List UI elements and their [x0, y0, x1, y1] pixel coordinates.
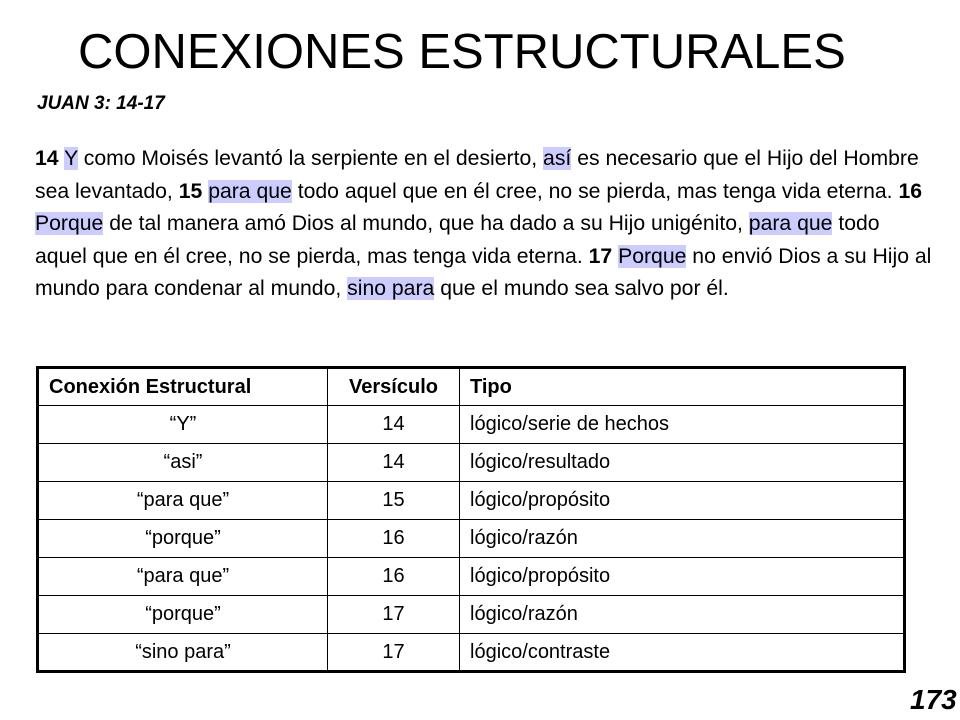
passage-text: que el mundo sea salvo por él.	[434, 277, 729, 300]
cell-connection: “para que”	[38, 482, 328, 520]
table-header-row	[38, 368, 905, 406]
cell-type: lógico/razón	[460, 596, 905, 634]
scripture-reference: JUAN 3: 14-17	[37, 93, 165, 114]
cell-type: lógico/propósito	[460, 558, 905, 596]
passage-text: de tal manera amó Dios al mundo, que ha dado a su Hijo unigénito,	[103, 212, 749, 235]
scripture-passage	[35, 143, 935, 306]
verse-number: 16	[898, 179, 923, 203]
verse-number: 17	[588, 244, 613, 268]
cell-verse: 15	[328, 482, 460, 520]
table-row	[38, 406, 905, 444]
passage-text: como Moisés levantó la serpiente en el desierto,	[77, 147, 544, 170]
cell-connection: “porque”	[38, 520, 328, 558]
cell-connection: “asi”	[38, 444, 328, 482]
highlighted-connector: para que	[748, 212, 833, 235]
header-connection: Conexión Estructural	[38, 368, 328, 406]
header-verse: Versículo	[328, 368, 460, 406]
cell-connection: “para que”	[38, 558, 328, 596]
table-row	[38, 558, 905, 596]
cell-type: lógico/contraste	[460, 634, 905, 672]
table-row	[38, 634, 905, 672]
cell-type: lógico/serie de hechos	[460, 406, 905, 444]
highlighted-connector: para que	[208, 179, 292, 203]
cell-type: lógico/razón	[460, 520, 905, 558]
passage-text: es necesario que el Hijo del Hombre sea levantado,	[35, 147, 919, 203]
passage-text: no envió Dios a su Hijo al mundo para condenar al mundo,	[35, 244, 932, 300]
verse-number: 14	[35, 147, 59, 170]
cell-type: lógico/propósito	[460, 482, 905, 520]
cell-verse: 14	[328, 444, 460, 482]
page-title: CONEXIONES ESTRUCTURALES	[78, 25, 846, 79]
highlighted-connector: Y	[64, 147, 78, 170]
page-number: 173	[910, 684, 957, 715]
table-row	[38, 520, 905, 558]
passage-text: todo aquel que en él cree, no se pierda, mas tenga vida eterna.	[291, 179, 899, 203]
cell-type: lógico/resultado	[460, 444, 905, 482]
table-row	[38, 444, 905, 482]
passage-text: todo aquel que en él cree, no se pierda, mas tenga vida eterna.	[35, 212, 880, 268]
cell-verse: 17	[328, 634, 460, 672]
cell-verse: 17	[328, 596, 460, 634]
table-row	[38, 482, 905, 520]
highlighted-connector: sino para	[347, 277, 435, 300]
highlighted-connector: Porque	[35, 212, 104, 235]
highlighted-connector: así	[543, 147, 572, 170]
verse-number: 15	[178, 179, 203, 203]
cell-verse: 14	[328, 406, 460, 444]
cell-connection: “porque”	[38, 596, 328, 634]
cell-connection: “Y”	[38, 406, 328, 444]
cell-connection: “sino para”	[38, 634, 328, 672]
cell-verse: 16	[328, 558, 460, 596]
cell-verse: 16	[328, 520, 460, 558]
highlighted-connector: Porque	[618, 244, 687, 268]
header-type: Tipo	[460, 368, 905, 406]
table-row	[38, 596, 905, 634]
structural-connections-table	[36, 366, 906, 673]
